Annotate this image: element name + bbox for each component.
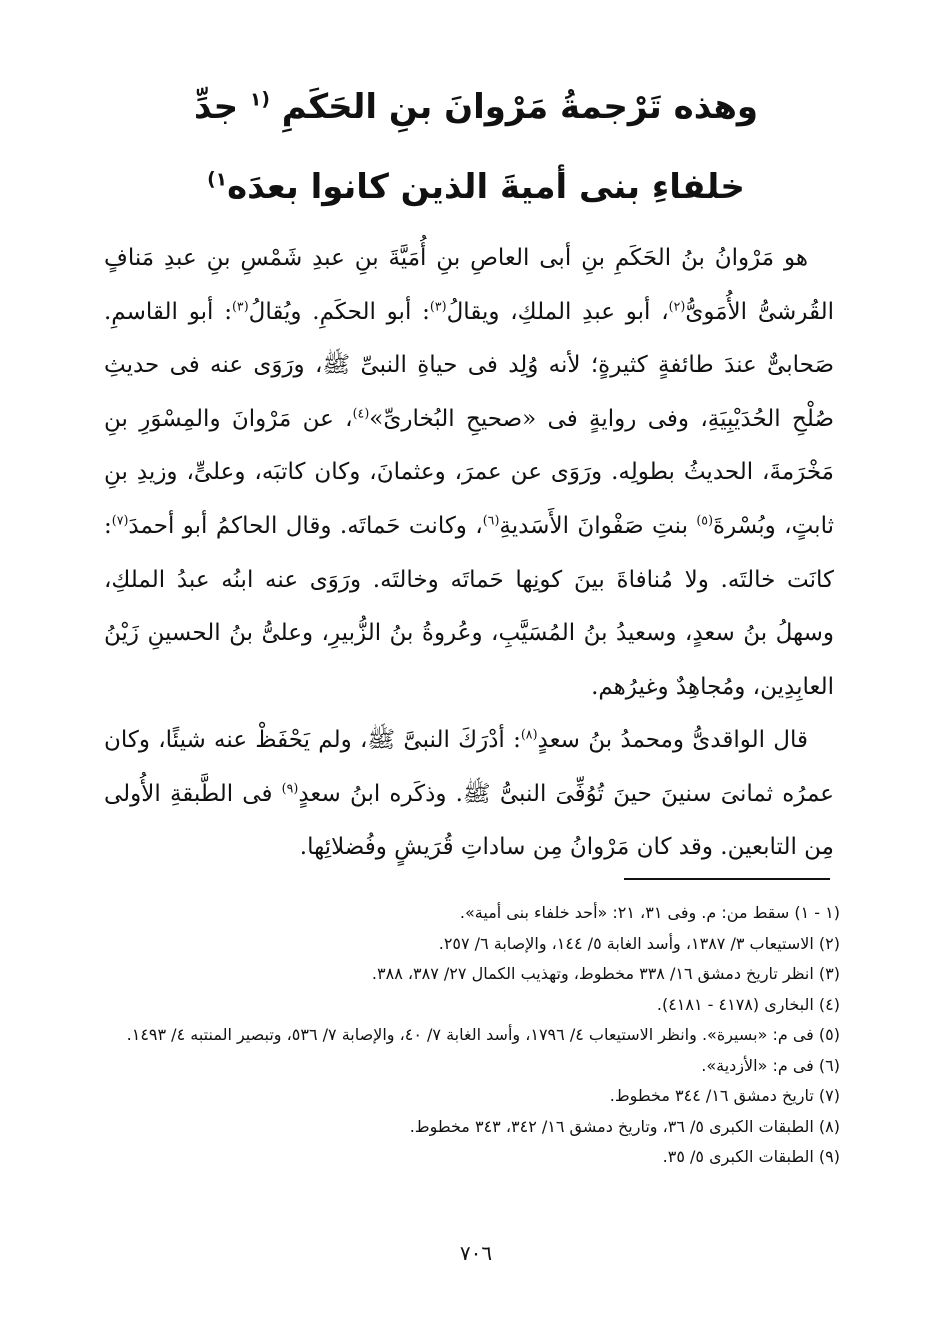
body-text-segment: بنتِ صَفْوانَ الأَسَديةِ	[499, 512, 697, 539]
chapter-title	[0, 82, 952, 132]
footnote-reference[interactable]: (٥)	[696, 512, 714, 528]
footnote-item: (٦) فى م: «الأزدية».	[701, 1055, 840, 1075]
footnote-reference[interactable]: (٩)	[281, 779, 299, 795]
body-text-segment: ، عن مَرْوانَ والمِسْوَرِ بنِ مَخْرَمةَ، الحديثُ بطولِه. ورَوَى عن عمرَ، وعثمانَ، وكان كاتبَه، وعلىٍّ، وزيدِ بنِ ثابتٍ، وبُسْرةَ	[104, 405, 834, 539]
footnote-item: (٤) البخارى (٤١٧٨ - ٤١٨١).	[656, 994, 840, 1014]
chapter-subtitle-text: خلفاءِ بنى أميةَ الذين كانوا بعدَه	[227, 167, 745, 207]
footnote-item: (١ - ١) سقط من: م. وفى ٣١، ٢١: «أحد خلفاء بنى أمية».	[459, 903, 840, 922]
body-text-segment: : أبو الحكَمِ. ويُقالُ	[248, 298, 430, 325]
footnote-reference[interactable]: (٨)	[520, 726, 538, 742]
footnote-reference[interactable]: (٤)	[352, 405, 370, 421]
body-text-segment: ، وكانت حَماتَه. وقال الحاكمُ أبو أحمدَ	[128, 512, 483, 539]
footnote-separator	[624, 878, 830, 880]
footnote-reference[interactable]: (٣)	[231, 297, 249, 313]
body-paragraph-1	[104, 232, 834, 714]
footnote-reference[interactable]: (٦)	[482, 512, 500, 528]
footnote-item: (٨) الطبقات الكبرى ٥/ ٣٦، وتاريخ دمشق ١٦/ ٣٤٢، ٣٤٣ مخطوط.	[409, 1116, 840, 1136]
body-text-segment: : أبو القاسمِ. صَحابىٌّ عندَ طائفةٍ كثيرةٍ؛ لأنه وُلِد فى حياةِ النبىِّ ﷺ، ورَوَى عنه فى حديثِ صُلْحِ الحُدَيْبِيَةِ، وفى روايةٍ فى «صحيحِ البُخارىِّ»	[104, 298, 835, 432]
footnote-item: (٩) الطبقات الكبرى ٥/ ٣٥.	[662, 1147, 840, 1166]
footnote-item: (٣) انظر تاريخ دمشق ١٦/ ٣٣٨ مخطوط، وتهذيب الكمال ٢٧/ ٣٨٧، ٣٨٨.	[371, 964, 840, 983]
footnote-marker-open: (١	[249, 89, 270, 111]
footnote-item: (٥) فى م: «بسيرة». وانظر الاستيعاب ٤/ ١٧٩٦، وأسد الغابة ٧/ ٤٠، والإصابة ٧/ ٥٣٦، وتبصير المنتبه ٤/ ١٤٩٣.	[126, 1025, 840, 1044]
footnote-item: (٧) تاريخ دمشق ١٦/ ٣٤٤ مخطوط.	[609, 1086, 840, 1105]
footnote-reference[interactable]: (٣)	[429, 297, 447, 313]
footnote-marker-close: ١)	[207, 169, 228, 191]
body-paragraph-2	[104, 714, 834, 875]
chapter-subtitle	[0, 162, 952, 212]
body-text-segment: هو مَرْوانُ بنُ الحَكَمِ بنِ أبى العاصِ بنِ أُمَيَّةَ بنِ عبدِ شَمْسِ بنِ عبدِ مَنافٍ القُرشىُّ الأُمَوىُّ	[104, 245, 834, 325]
body-text-segment: : أدْرَكَ النبىَّ ﷺ، ولم يَحْفَظْ عنه شيئًا، وكان عمرُه ثمانىَ سنينَ حينَ تُوُفِّىَ النبىُّ ﷺ. وذكَره ابنُ سعدٍ	[104, 727, 835, 807]
body-text-segment: ، أبو عبدِ الملكِ، ويقالُ	[446, 298, 669, 325]
footnotes-list	[114, 898, 840, 1173]
body-text-segment: فى الطَّبقةِ الأُولى مِن التابعين. وقد كان مَرْوانُ مِن ساداتِ قُرَيشٍ وفُضلائِها.	[104, 780, 834, 861]
page-number: ٧٠٦	[459, 1241, 493, 1265]
footnote-item: (٢) الاستيعاب ٣/ ١٣٨٧، وأسد الغابة ٥/ ١٤٤، والإصابة ٦/ ٢٥٧.	[438, 933, 840, 953]
footnote-reference[interactable]: (٢)	[668, 297, 686, 313]
chapter-title-end: جدِّ	[193, 87, 250, 127]
body-text-segment: قال الواقدىُّ ومحمدُ بنُ سعدٍ	[537, 727, 808, 753]
footnote-reference[interactable]: (٧)	[111, 512, 129, 528]
chapter-title-text: وهذه تَرْجمةُ مَرْوانَ بنِ الحَكَمِ	[281, 87, 759, 127]
body-text-segment: : كانَت خالتَه. ولا مُنافاةَ بينَ كونِها حَماتَه وخالتَه. ورَوَى عنه ابنُه عبدُ الملكِ، وسهلُ بنُ سعدٍ، وسعيدُ بنُ المُسَيَّبِ، وعُروةُ بنُ الزُّبيرِ، وعلىُّ بنُ الحسينِ زَيْنُ العابِدِين، ومُجاهِدٌ وغيرُهم.	[104, 512, 834, 700]
